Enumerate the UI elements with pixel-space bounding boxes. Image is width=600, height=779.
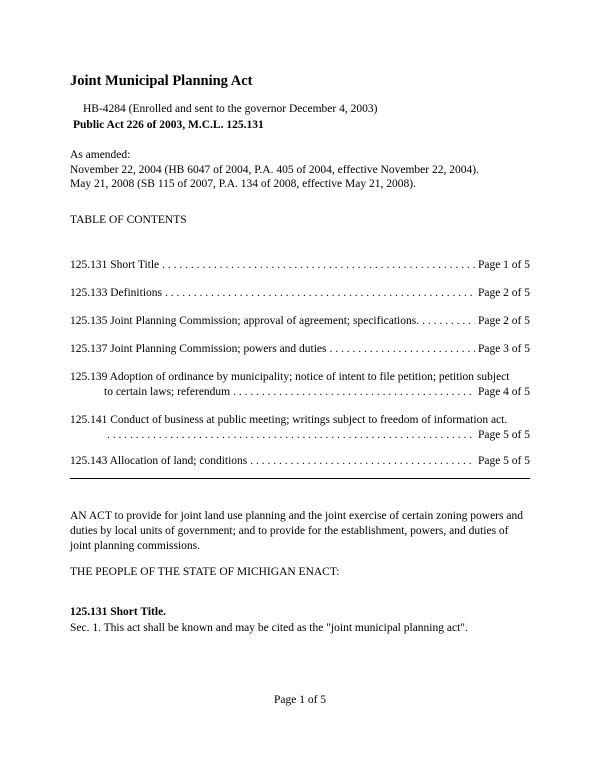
divider (70, 478, 530, 479)
toc-entry (70, 342, 530, 357)
toc-entry-page: Page 2 of 5 (477, 287, 530, 299)
toc-leader (165, 286, 475, 301)
toc-entry (70, 286, 530, 301)
amended-line: May 21, 2008 (SB 115 of 2007, P.A. 134 of 2008, effective May 21, 2008). (70, 178, 416, 190)
toc-entry-text: 125.131 Short Title (70, 259, 160, 271)
document-title: Joint Municipal Planning Act (70, 73, 253, 89)
toc-leader (162, 258, 475, 273)
toc-entry-page: Page 2 of 5 (477, 315, 530, 327)
toc-entry (70, 454, 530, 469)
toc-entry-page: Page 1 of 5 (477, 259, 530, 271)
amendment-history (70, 148, 479, 192)
toc-entry-page: Page 3 of 5 (477, 343, 530, 355)
toc-entry-page: Page 5 of 5 (477, 455, 530, 467)
toc-leader (330, 342, 475, 357)
toc-entry-page: Page 4 of 5 (477, 386, 530, 398)
section-text: Sec. 1. This act shall be known and may be cited as the "joint municipal planning act". (70, 622, 468, 634)
toc-leader (233, 385, 475, 400)
page-footer: Page 1 of 5 (273, 694, 327, 706)
toc-leader (250, 454, 475, 469)
toc-entry-text: 125.141 Conduct of business at public meeting; writings subject to freedom of information act. (70, 414, 508, 426)
toc-entry-text: 125.135 Joint Planning Commission; approval of agreement; specifications. (70, 315, 420, 327)
toc-entry-text: 125.137 Joint Planning Commission; powers and duties (70, 343, 327, 355)
toc-entry-text-continued: to certain laws; referendum (104, 386, 231, 398)
public-act-line: Public Act 226 of 2003, M.C.L. 125.131 (73, 119, 264, 131)
toc-entry-text: 125.133 Definitions (70, 287, 162, 299)
amended-line: November 22, 2004 (HB 6047 of 2004, P.A. 405 of 2004, effective November 22, 2004). (70, 163, 479, 176)
toc-entry-text: 125.143 Allocation of land; conditions (70, 455, 248, 467)
toc-leader (107, 428, 475, 443)
amended-heading: As amended: (70, 149, 131, 161)
toc-entry (70, 413, 530, 443)
enacting-clause: THE PEOPLE OF THE STATE OF MICHIGAN ENACT: (70, 566, 340, 578)
toc-entry (70, 370, 530, 400)
toc-entry-page: Page 5 of 5 (477, 429, 530, 441)
toc-leader (422, 314, 475, 329)
toc-entry (70, 258, 530, 273)
toc-heading: TABLE OF CONTENTS (70, 214, 187, 226)
bill-line: HB-4284 (Enrolled and sent to the governor December 4, 2003) (83, 103, 378, 115)
toc-entry (70, 314, 530, 329)
toc-entry-text: 125.139 Adoption of ordinance by municipality; notice of intent to file petition; petition subject (70, 371, 510, 383)
section-title: 125.131 Short Title. (70, 606, 167, 618)
act-description: AN ACT to provide for joint land use planning and the joint exercise of certain zoning powers and duties by local units of government; and to provide for the establishment, powers, and duties of joint planning commissions. (70, 510, 523, 552)
